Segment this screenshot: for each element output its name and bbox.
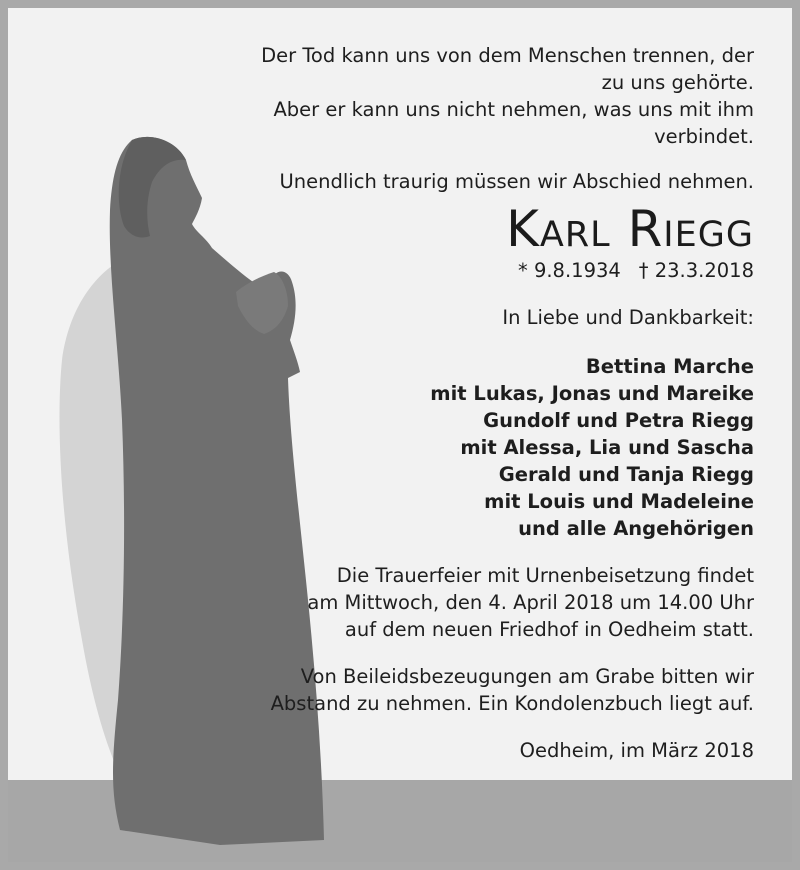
ceremony-line: Die Trauerfeier mit Urnenbeisetzung findet — [336, 564, 754, 587]
thanks-line: In Liebe und Dankbarkeit: — [502, 306, 754, 329]
closing-line: Oedheim, im März 2018 — [519, 739, 754, 762]
family-line: und alle Angehörigen — [518, 517, 754, 540]
quote-line-1: Der Tod kann uns von dem Menschen trennen, der zu uns gehörte. — [261, 44, 754, 94]
family-line: mit Lukas, Jonas und Mareike — [430, 382, 754, 405]
family-line: mit Alessa, Lia und Sascha — [460, 436, 754, 459]
quote-block — [234, 42, 754, 150]
condolence-block — [234, 663, 754, 717]
deceased-name: Karl Riegg — [506, 200, 754, 258]
condolence-line: Abstand zu nehmen. Ein Kondolenzbuch liegt auf. — [270, 692, 754, 715]
family-list — [234, 353, 754, 542]
quote-line-2: Aber er kann uns nicht nehmen, was uns mit ihm verbindet. — [273, 98, 754, 148]
family-line: mit Louis und Madeleine — [484, 490, 754, 513]
family-line: Bettina Marche — [585, 355, 754, 378]
ceremony-line: auf dem neuen Friedhof in Oedheim statt. — [344, 618, 754, 641]
intro-text: Unendlich traurig müssen wir Abschied nehmen. — [279, 170, 754, 193]
life-dates — [234, 257, 754, 284]
family-line: Gundolf und Petra Riegg — [483, 409, 754, 432]
death-date: † 23.3.2018 — [638, 259, 754, 282]
obituary-text — [234, 42, 754, 764]
family-line: Gerald und Tanja Riegg — [498, 463, 754, 486]
birth-date: * 9.8.1934 — [518, 259, 621, 282]
ceremony-line: am Mittwoch, den 4. April 2018 um 14.00 Uhr — [307, 591, 754, 614]
condolence-line: Von Beileidsbezeugungen am Grabe bitten wir — [300, 665, 754, 688]
ceremony-block — [234, 562, 754, 643]
